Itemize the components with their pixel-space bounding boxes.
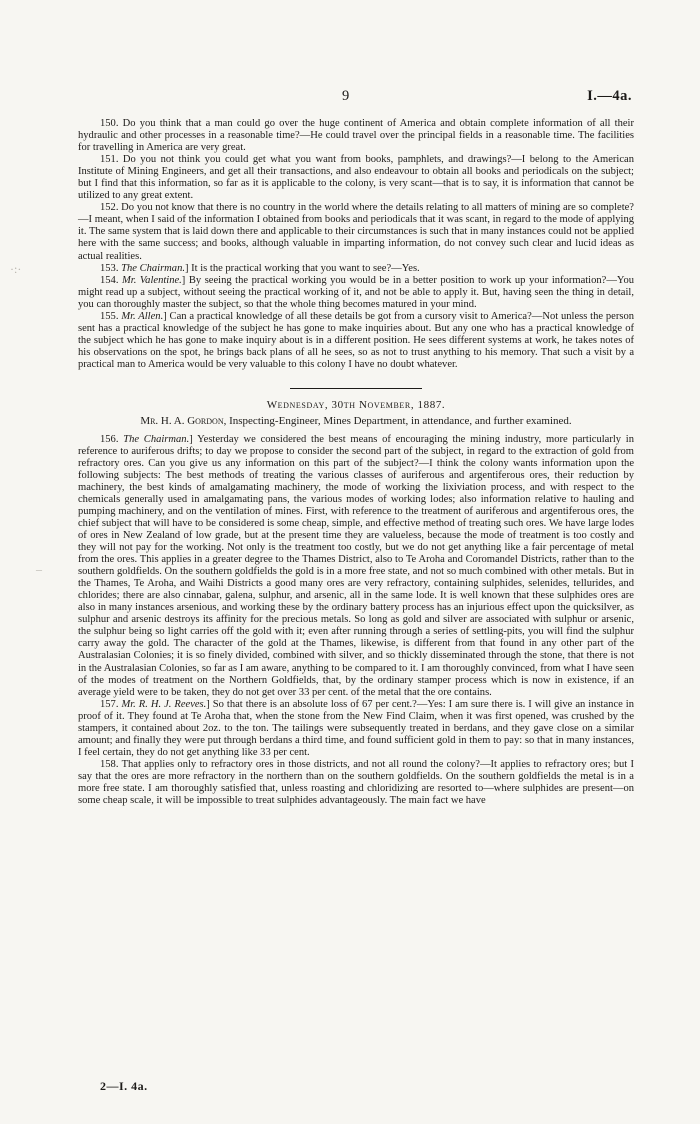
speaker: The Chairman. [121,262,185,274]
page-header [0,88,700,108]
question-text: ] So that there is an absolute loss of 67 per cent.?—Yes: I am sure there is. I will give an instance in proof of it. They found at Te Aroha that, when the stone from the New Find Claim, when it was first opened, was crushed by the stampers, it contained about 2oz. to the ton. The tailings were subsequently treated in berdans, and they gave close on a similar amount; and finally they were put through berdans a third time, and found sufficient gold in them to pay: so that in many instances, I feel certain, they do not get anything like 33 per cent. [78,698,634,758]
speaker: Mr. R. H. J. Reeves. [121,698,207,710]
speaker: The Chairman. [123,433,190,445]
question-number: 155. [100,310,119,322]
paragraph-158: 158. That applies only to refractory ores in those districts, and not all round the colony?—It applies to refractory ores; but I say that the ores are more refractory in the northern than on the southern goldfields. On the southern goldfields the metal is in a more free state. I am thoroughly satisfied that, unless roasting and chloridizing are resorted to—where sulphides are present—on some cheap scale, it will be impossible to treat sulphides advantageously. The main fact we have [78,758,634,807]
question-text: ] Yesterday we considered the best means of encouraging the mining industry, more particularly in reference to auriferous drifts; to day we propose to consider the second part of the subject, in regard to the extraction of gold from refractory ores. Can you give us any information on this part of the subject?—I think the colony wants information upon the following subjects: The best methods of treating the various classes of auriferous and argentiferous ores, their reduction by machinery, the best kinds of amalgamating machinery, the mode of working the lixiviation process, and with respect to the chemicals generally used in amalgamating pans, the various modes of working lodes; also information relative to hauling and pumping machinery, and on the ventilation of mines. First, with reference to the treatment of auriferous and argentiferous ores, the chief subject that will have to be considered is some cheap, simple, and effective method of treating such ores. We have large lodes of ores in New Zealand of low grade, but at the present time they are valueless, because the mode of treatment is too costly and they will not pay for the working. Not only is the treatment too costly, but we do not get anything like a fair percentage of metal from the ores. This applies in a greater degree to the Thames District, also to Te Aroha and Coromandel Districts, rather than to the southern goldfields. On the southern goldfields the gold is in a more free state, and not so much combined with other metals. But in the Thames, Te Aroha, and Waihi Districts a good many ores are very refractory, containing sulphides, selenides, tellurides, and chlorides; there are also cinnabar, galena, sulphur, and arsenic, all in the same lode. It is well known that these sulphides ores are also in many instances arsenious, and working these by the ordinary battery process has an injurious effect upon the quicksilver, as sulphur and arsenic destroys its affinity for the precious metals. So long as gold and silver are associated with sulphur or arsenic, the sulphur being so light carries off the gold with it; even after running through a series of settling-pits, you will find the sulphur carry away the gold. The character of the gold at the Thames, likewise, is different from that found in any other part of the Australasian Colonies; it is so finely divided, combined with silver, and so thickly disseminated through the stone, that there is not in the Australasian Colonies, so far as I am aware, anything to be compared to it. I am thoroughly convinced, from what I have seen of the modes of treatment on the Northern Goldfields, that, by the ordinary stamper process which is now in existence, if an average yield were to be taken, they do not get over 33 per cent. of the metal that the ore contains. [78,433,634,698]
paragraph-150: 150. Do you think that a man could go over the huge continent of America and obtain complete information of all their hydraulic and other processes in a reasonable time?—He could travel over the principal fields in a reasonable time. The facilities for travelling in America are very great. [78,118,634,154]
question-number: 154. [100,274,119,286]
paragraph-154 [78,275,634,311]
speaker: Mr. Allen. [121,310,164,322]
witness-name: Mr. H. A. Gordon, [140,415,227,428]
question-text: ] It is the practical working that you want to see?—Yes. [184,262,420,274]
margin-mark: ·:· [10,262,22,276]
section-divider [290,388,422,389]
paragraph-151: 151. Do you not think you could get what you want from books, pamphlets, and drawings?—I belong to the American Institute of Mining Engineers, and get all their transactions, and also endeavour to obtain all books and periodicals on the subject; but I find that this information, so far as it is applicable to the colony, is very scant—that is to say, it is information that cannot be utilized to any great extent. [78,154,634,202]
witness-description: Inspecting-Engineer, Mines Department, in attendance, and further examined. [226,415,572,428]
page-footer: 2—I. 4a. [100,1079,148,1093]
date-heading: Wednesday, 30th November, 1887. [266,398,446,411]
paragraph-155 [78,311,634,371]
question-number: 156. [100,433,119,445]
paragraph-156 [78,434,634,699]
paragraph-152: 152. Do you not know that there is no country in the world where the details relating to all matters of mining are so complete?—I meant, when I said of the information I obtained from books and periodicals that it was scant, in regard to the mode of applying it. The same system that is laid down there and applicable to their circumstances is such that in many instances could not be applied here with the same success; and books, although valuable in imparting information, do not convey such clear and lucid ideas as actual realities. [78,202,634,262]
question-number: 153. [100,262,119,274]
document-body [78,118,634,807]
paragraph-153 [78,263,634,275]
question-text: ] By seeing the practical working you would be in a better position to work up your information?—You might read up a subject, without seeing the practical working of it, and not be able to apply it. But, having seen the thing in detail, you can thoroughly master the subject, so that the whole thing becomes matured in your mind. [78,274,634,310]
witness-heading [86,415,626,428]
margin-mark: – [36,562,42,576]
question-number: 157. [100,698,119,710]
paragraph-157 [78,699,634,759]
page-number: 9 [342,88,350,104]
speaker: Mr. Valentine. [122,274,182,286]
document-reference: I.—4a. [587,88,632,104]
question-text: ] Can a practical knowledge of all these details be got from a cursory visit to America?—Not unless the person sent has a practical knowledge of the subject he has gone to make inquiries about. But any one who has a practical knowledge of the subject which he has gone to make inquiry about is in a different position. He sees different systems at work, he takes notes of his observations on the spot, he brings back plans of all he sees, so as not to trust anything to his memory. That such a visit by a practical man to America would be very valuable to this colony I have no doubt whatever. [78,310,634,370]
